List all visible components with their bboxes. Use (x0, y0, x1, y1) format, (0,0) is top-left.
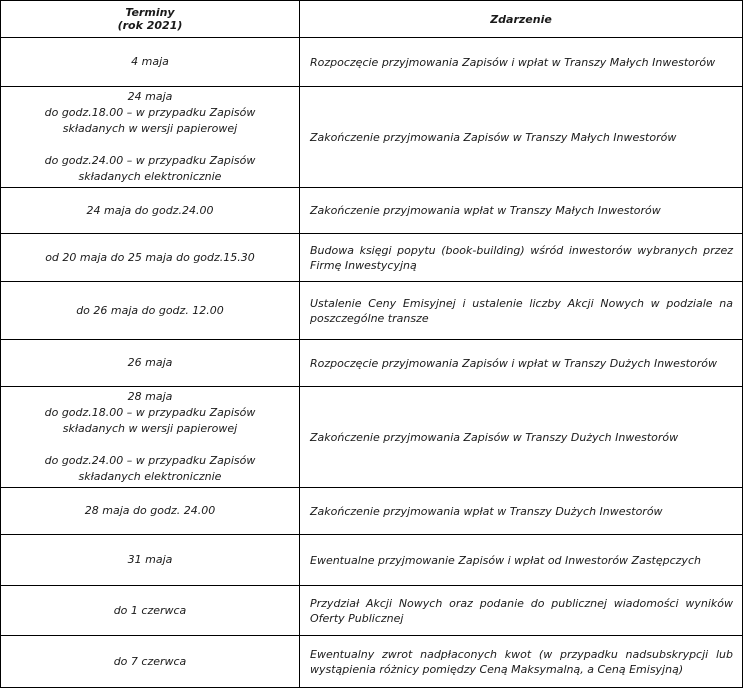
term-line: od 20 maja do 25 maja do godz.15.30 (45, 250, 255, 264)
event-cell: Ustalenie Ceny Emisyjnej i ustalenie liczby Akcji Nowych w podziale na poszczególne transze (300, 282, 743, 340)
event-cell: Rozpoczęcie przyjmowania Zapisów i wpłat w Transzy Dużych Inwestorów (300, 340, 743, 387)
term-cell (1, 234, 300, 282)
term-cell (1, 636, 300, 688)
term-line: składanych w wersji papierowej (62, 122, 238, 135)
term-line: 24 maja (127, 90, 173, 103)
event-cell: Ewentualny zwrot nadpłaconych kwot (w przypadku nadsubskrypcji lub wystąpienia różnicy pomiędzy Ceną Maksymalną, a Ceną Emisyjną) (300, 636, 743, 688)
term-cell (1, 387, 300, 488)
term-line: składanych elektronicznie (78, 170, 222, 183)
term-line: 26 maja (127, 356, 173, 369)
table-row (1, 535, 743, 586)
table-row (1, 188, 743, 234)
term-line: 28 maja do godz. 24.00 (84, 504, 216, 517)
term-line: do godz.18.00 – w przypadku Zapisów (44, 106, 256, 119)
term-line: składanych w wersji papierowej (62, 422, 238, 435)
term-cell (1, 488, 300, 535)
header-terms-line2: (rok 2021) (117, 19, 183, 32)
event-cell: Zakończenie przyjmowania wpłat w Transzy Małych Inwestorów (300, 188, 743, 234)
term-cell (1, 282, 300, 340)
event-cell: Zakończenie przyjmowania Zapisów w Transzy Dużych Inwestorów (300, 387, 743, 488)
event-cell: Przydział Akcji Nowych oraz podanie do publicznej wiadomości wyników Oferty Publicznej (300, 586, 743, 636)
term-cell (1, 535, 300, 586)
header-terms (1, 1, 300, 38)
term-line: 4 maja (131, 55, 169, 68)
term-cell (1, 87, 300, 188)
term-line: do godz.24.00 – w przypadku Zapisów (44, 454, 256, 467)
table-row (1, 387, 743, 488)
header-terms-line1: Terminy (125, 6, 175, 19)
table-row (1, 87, 743, 188)
term-line: 28 maja (127, 390, 173, 403)
term-line: do godz.18.00 – w przypadku Zapisów (44, 406, 256, 419)
term-cell (1, 38, 300, 87)
term-cell (1, 586, 300, 636)
term-line: do godz.24.00 – w przypadku Zapisów (44, 154, 256, 167)
term-cell (1, 340, 300, 387)
term-line: do 1 czerwca (113, 603, 187, 617)
term-gap (7, 437, 293, 453)
table-row (1, 234, 743, 282)
table-row (1, 488, 743, 535)
header-row (1, 1, 743, 38)
header-event: Zdarzenie (300, 1, 743, 38)
event-cell: Rozpoczęcie przyjmowania Zapisów i wpłat w Transzy Małych Inwestorów (300, 38, 743, 87)
table-row (1, 282, 743, 340)
term-line: do 26 maja do godz. 12.00 (76, 303, 224, 317)
event-cell: Zakończenie przyjmowania Zapisów w Transzy Małych Inwestorów (300, 87, 743, 188)
term-cell (1, 188, 300, 234)
term-gap (7, 137, 293, 153)
event-cell: Budowa księgi popytu (book-building) wśród inwestorów wybranych przez Firmę Inwestycyjną (300, 234, 743, 282)
table-row (1, 38, 743, 87)
term-line: składanych elektronicznie (78, 470, 222, 483)
table-row (1, 586, 743, 636)
term-line: do 7 czerwca (113, 654, 187, 668)
event-cell: Zakończenie przyjmowania wpłat w Transzy Dużych Inwestorów (300, 488, 743, 535)
table-row (1, 636, 743, 688)
term-line: 31 maja (127, 553, 173, 566)
term-line: 24 maja do godz.24.00 (86, 203, 214, 217)
event-cell: Ewentualne przyjmowanie Zapisów i wpłat od Inwestorów Zastępczych (300, 535, 743, 586)
table-row (1, 340, 743, 387)
